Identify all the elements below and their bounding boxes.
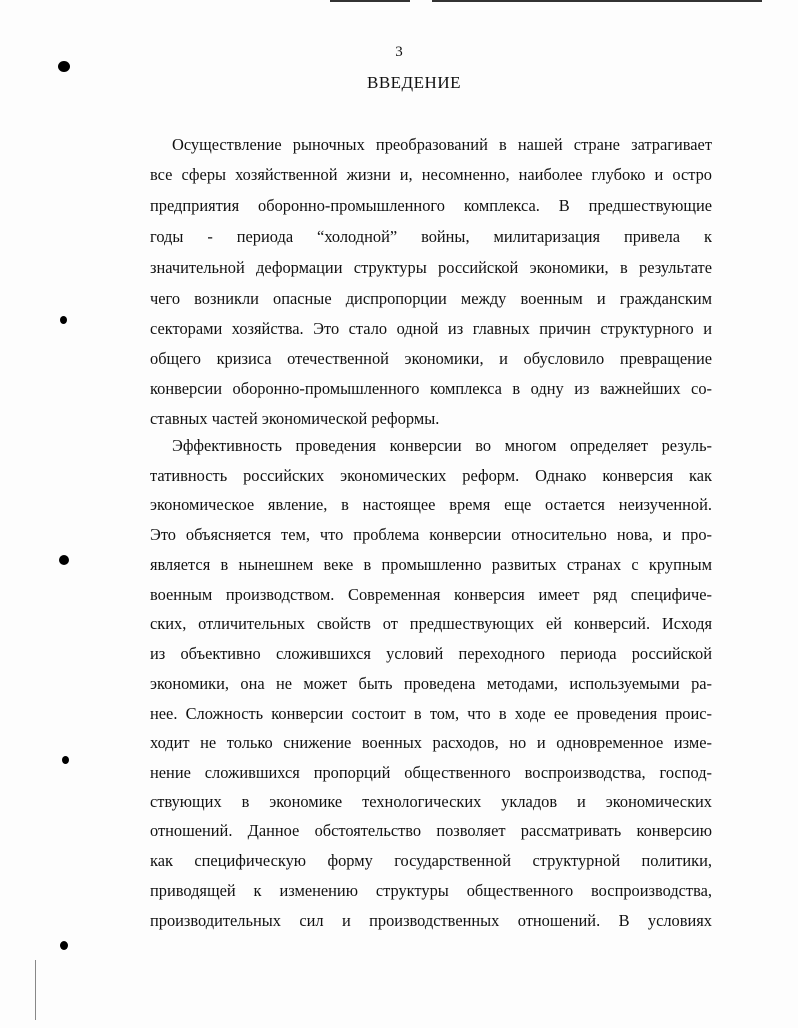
- binding-hole-mark: [59, 555, 69, 565]
- text-line: тативность российских экономических реформ. Однако конверсия как: [150, 466, 712, 485]
- text-line: ствующих в экономике технологических укладов и экономических: [150, 792, 712, 811]
- scan-edge-line: [35, 960, 36, 1020]
- binding-hole-mark: [62, 756, 69, 764]
- text-line: отношений. Данное обстоятельство позволяет рассматривать конверсию: [150, 821, 712, 840]
- text-line: является в нынешнем веке в промышленно развитых странах с крупным: [150, 555, 712, 574]
- text-line: годы - периода “холодной” войны, милитаризация привела к: [150, 227, 712, 246]
- text-line: Осуществление рыночных преобразований в нашей стране затрагивает: [172, 135, 712, 154]
- text-line: приводящей к изменению структуры общественного воспроизводства,: [150, 881, 712, 900]
- binding-hole-mark: [60, 941, 68, 950]
- text-line: значительной деформации структуры российской экономики, в результате: [150, 258, 712, 277]
- text-line: как специфическую форму государственной структурной политики,: [150, 851, 712, 870]
- text-line: экономическое явление, в настоящее время еще остается неизученной.: [150, 495, 712, 514]
- text-line: из объективно сложившихся условий переходного периода российской: [150, 644, 712, 663]
- text-line: Это объясняется тем, что проблема конверсии относительно нова, и про-: [150, 525, 712, 544]
- text-line: нее. Сложность конверсии состоит в том, что в ходе ее проведения проис-: [150, 704, 712, 723]
- text-line: военным производством. Современная конверсия имеет ряд специфиче-: [150, 585, 712, 604]
- text-line: Эффективность проведения конверсии во многом определяет резуль-: [172, 436, 712, 455]
- binding-hole-mark: [58, 61, 70, 72]
- text-line: общего кризиса отечественной экономики, и обусловило превращение: [150, 349, 712, 368]
- text-line: экономики, она не может быть проведена методами, используемыми ра-: [150, 674, 712, 693]
- text-line: конверсии оборонно-промышленного комплекса в одну из важнейших со-: [150, 379, 712, 398]
- text-line: чего возникли опасные диспропорции между военным и гражданским: [150, 289, 712, 308]
- text-line: все сферы хозяйственной жизни и, несомненно, наиболее глубоко и остро: [150, 165, 712, 184]
- text-line: ходит не только снижение военных расходов, но и одновременное изме-: [150, 733, 712, 752]
- page-number: 3: [395, 44, 403, 60]
- text-line: ских, отличительных свойств от предшествующих ей конверсий. Исходя: [150, 614, 712, 633]
- text-line: ставных частей экономической реформы.: [150, 409, 440, 428]
- text-line: предприятия оборонно-промышленного комплекса. В предшествующие: [150, 196, 712, 215]
- text-line: секторами хозяйства. Это стало одной из главных причин структурного и: [150, 319, 712, 338]
- text-line: производительных сил и производственных отношений. В условиях: [150, 911, 712, 930]
- text-line: нение сложившихся пропорций общественного воспроизводства, господ-: [150, 763, 712, 782]
- top-scan-line: [330, 0, 410, 2]
- binding-hole-mark: [60, 316, 67, 324]
- top-scan-line: [432, 0, 762, 2]
- page-title: ВВЕДЕНИЕ: [367, 73, 461, 92]
